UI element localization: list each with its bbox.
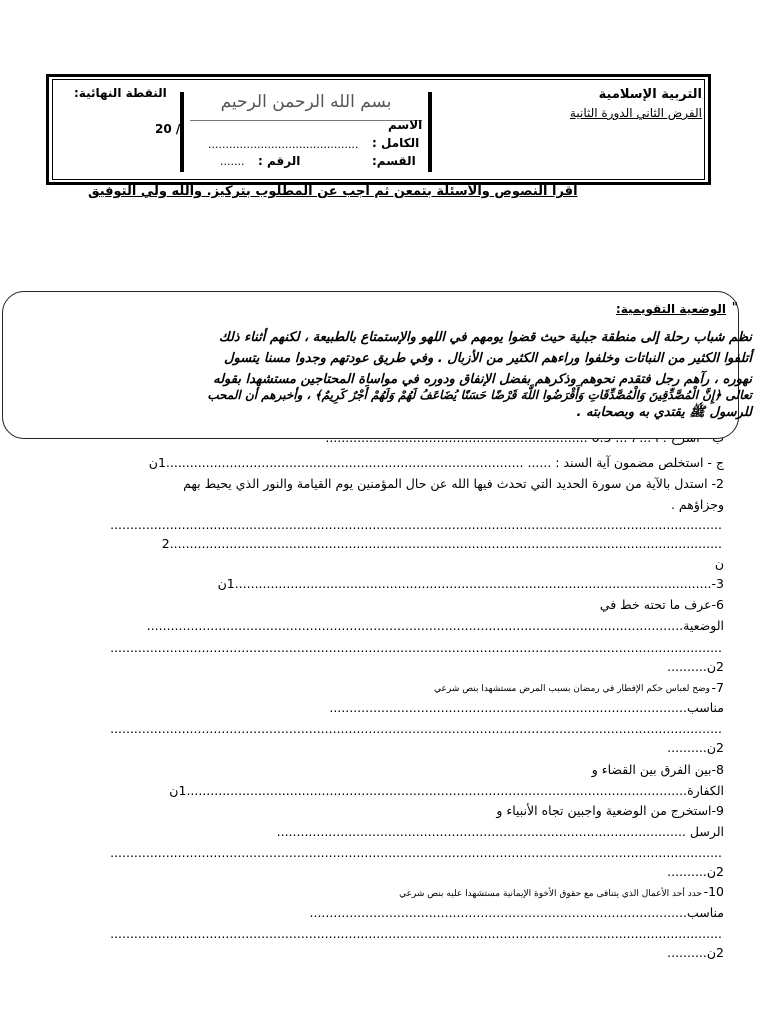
answer-line[interactable]: .......................................................................................................................................................... bbox=[110, 845, 722, 860]
situation-title: الوضعية التقويمية: bbox=[615, 302, 726, 316]
answer-line[interactable]: .......................................................................................................................................................... bbox=[110, 517, 722, 532]
question-10-line-2: مناسب............................................................................................... bbox=[309, 905, 724, 920]
answer-line[interactable]: ...........................................................................................................................................2 bbox=[161, 536, 722, 551]
instructions: اقرأ النصوص والأسئلة بتمعن ثم أجب عن المطلوب بتركيز. والله ولي التوفيق bbox=[88, 184, 578, 199]
situation-line-3: نهوره ، رآهم رجل فتقدم نحوهم وذكرهم بفضل الإنفاق ودوره في مواساة المحتاجين مستشهدا بقوله bbox=[213, 372, 752, 387]
header-divider-right bbox=[428, 92, 432, 172]
grade-total: 20 / bbox=[155, 122, 181, 136]
question-c: ج - استخلص مضمون آية السند : ...... ..........................................................................................1ن bbox=[148, 455, 724, 470]
question-7-number: 7- bbox=[711, 680, 724, 695]
final-grade-label: النقطة النهائية: bbox=[74, 86, 167, 100]
score-2-points: 2ن.......... bbox=[667, 659, 724, 674]
score-2-points: 2ن.......... bbox=[667, 740, 724, 755]
situation-line-1: نظم شباب رحلة إلى منطقة جبلية حيث قضوا يومهم في اللهو والإستمتاع بالطبيعة ، لكنهم أثناء ذلك bbox=[218, 330, 752, 345]
question-6-line-2: الوضعية....................................................................................................................................... bbox=[146, 618, 724, 633]
question-8-line-2: الكفارة..............................................................................................................................1ن bbox=[169, 783, 724, 798]
question-2-line-2: وجزاؤهم . bbox=[670, 497, 724, 512]
question-2-unit: ن bbox=[714, 556, 724, 571]
situation-line-5: للرسول ﷺ يقتدي به وبصحابته . bbox=[576, 405, 752, 420]
situation-line-2: أتلفوا الكثير من النباتات وخلفوا وراءهم الكثير من الأزبال . وفي طريق عودتهم وجدوا مسنا يتسول bbox=[224, 351, 752, 366]
number-field[interactable]: ....... bbox=[220, 155, 245, 168]
question-10-number: 10- bbox=[703, 884, 724, 899]
answer-line[interactable]: .......................................................................................................................................................... bbox=[110, 926, 722, 941]
exam-title: الفرض الثاني الدورة الثانية bbox=[569, 106, 702, 120]
answer-line[interactable]: .......................................................................................................................................................... bbox=[110, 721, 722, 736]
question-2-line-1: 2- استدل بالآية من سورة الحديد التي تحدث فيها الله عن حال المؤمنين يوم القيامة والنور الذي يحيط بهم bbox=[183, 476, 724, 491]
score-2-points: 2ن.......... bbox=[667, 864, 724, 879]
question-9-line-2: الرسل ....................................................................................................... bbox=[276, 824, 724, 839]
question-7-line-2: مناسب.......................................................................................... bbox=[329, 700, 724, 715]
subject-title: التربية الإسلامية bbox=[598, 87, 702, 102]
question-6-line-1: 6-عرف ما تحته خط في bbox=[599, 597, 724, 612]
fullname-field[interactable]: ........................................... bbox=[208, 138, 359, 151]
question-10-text: حدد أحد الأعمال الذي يتنافى مع حقوق الأخوة الإيمانية مستشهدا عليه بنص شرعي bbox=[399, 889, 702, 899]
basmala-calligraphy: بسم الله الرحمن الرحيم bbox=[190, 92, 422, 121]
fullname-label: الكامل : bbox=[372, 136, 420, 150]
situation-quote-mark: " bbox=[731, 300, 738, 314]
question-8-line-1: 8-بين الفرق بين القضاء و bbox=[591, 762, 724, 777]
question-7-text: وضح لعباس حكم الإفطار في رمضان بسبب المرض مستشهدا بنص شرعي bbox=[434, 684, 710, 694]
situation-line-4: تعالى ﴿إِنَّ الْمُصَّدِّقِينَ وَالْمُصَّدِّقَاتِ وَأَقْرَضُوا اللَّهَ قَرْضًا حَسَنًا يُضَاعَفُ لَهُمْ وَلَهُمْ أَجْرٌ كَرِيمٌ﴾ ، وأخبرهم أن المحب bbox=[207, 388, 752, 402]
header-divider-left bbox=[180, 92, 184, 172]
question-9-line-1: 9-استخرج من الوضعية واجبين تجاه الأنبياء و bbox=[496, 803, 724, 818]
section-label: القسم: bbox=[372, 154, 416, 168]
question-3: 3-........................................................................................................................1ن bbox=[217, 576, 724, 591]
name-label: الاسم bbox=[388, 118, 423, 132]
number-label: الرقم : bbox=[258, 154, 301, 168]
score-2-points: 2ن.......... bbox=[667, 945, 724, 960]
answer-line[interactable]: .......................................................................................................................................................... bbox=[110, 640, 722, 655]
